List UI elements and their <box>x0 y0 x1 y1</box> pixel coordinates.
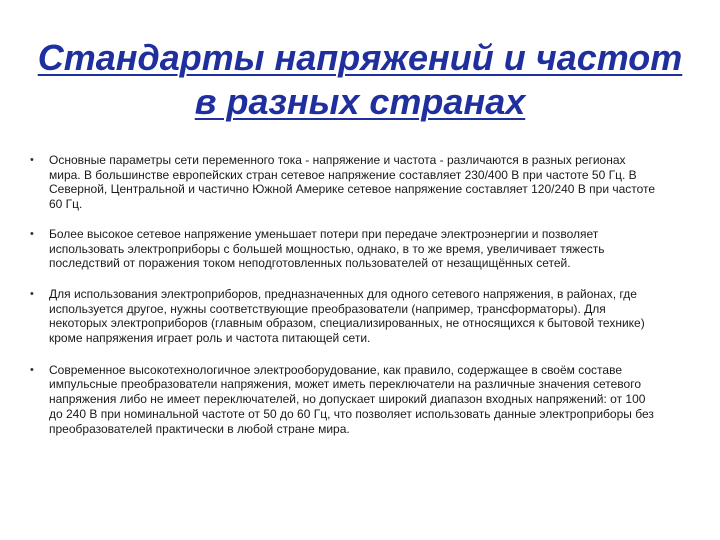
bullet-item-4 <box>30 363 660 437</box>
slide-title-line-1: Стандарты напряжений и частот <box>37 37 683 79</box>
bullet-item-1 <box>30 153 660 212</box>
bullet-text: Современное высокотехнологичное электрооборудование, как правило, содержащее в своём составе импульсные преобразователи напряжения, может иметь переключатели на различные значения сетевого напряжения либо не имеет переключателей, но допускает широкий диапазон входных напряжений: от 100 до 240 В при номинальной частоте от 50 до 60 Гц, что позволяет использовать данные электроприборы без преобразователей практически в любой стране мира. <box>49 362 654 436</box>
bullet-text: Основные параметры сети переменного тока - напряжение и частота - различаются в разных регионах мира. В большинстве европейских стран сетевое напряжение составляет 230/400 В при частоте 50 Гц. В Северной, Центральной и частично Южной Америке сетевое напряжение составляет 120/240 В при частоте 60 Гц. <box>49 153 656 212</box>
bullet-text: Более высокое сетевое напряжение уменьшает потери при передаче электроэнергии и позволяет использовать электроприборы с большей мощностью, однако, в то же время, увеличивает тяжесть последствий от поражения током неподготовленных пользователей от незащищённых сетей. <box>49 226 605 271</box>
bullet-list <box>30 153 660 453</box>
slide-title <box>20 36 700 124</box>
slide-title-line-2: в разных странах <box>194 81 526 123</box>
bullet-marker: • <box>30 227 34 240</box>
bullet-marker: • <box>30 154 34 166</box>
bullet-item-2 <box>30 227 660 271</box>
bullet-text: Для использования электроприборов, предназначенных для одного сетевого напряжения, в районах, где используется другое, нужны соответствующие преобразователи (например, трансформаторы). Для некоторых электроприборов (главным образом, специализированных, не относящихся к бытовой технике) кроме напряжения играет роль и частота питающей сети. <box>49 286 645 346</box>
bullet-marker: • <box>30 363 34 376</box>
bullet-item-3 <box>30 287 660 346</box>
bullet-marker: • <box>30 287 34 300</box>
